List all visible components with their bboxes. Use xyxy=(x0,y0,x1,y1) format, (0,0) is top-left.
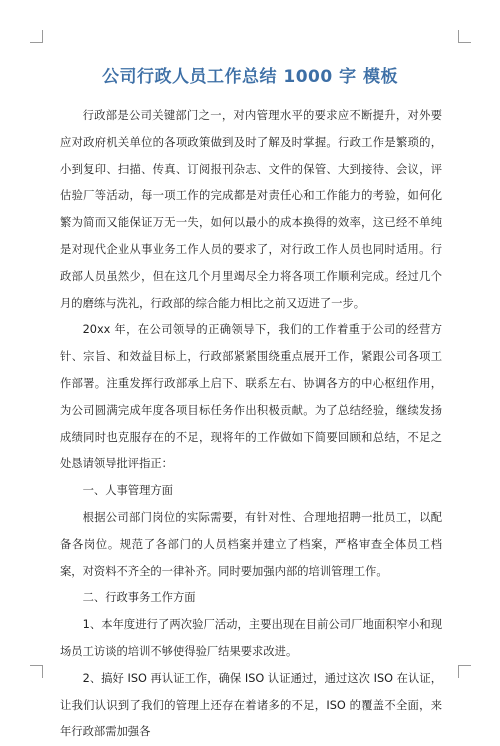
section-heading-personnel: 一、人事管理方面 xyxy=(82,484,173,498)
admin-item-2: 2、搞好 ISO 再认证工作，确保 ISO 认证通过，通过这次 ISO 在认证，让我们认识到了我们的管理上还存在着诸多的不足，ISO 的覆盖不全面，来年行政部需加强各 xyxy=(60,671,442,739)
intro-paragraph: 行政部是公司关键部门之一，对内管理水平的要求应不断提升，对外要应对政府机关单位的各项政策做到及时了解及时掌握。行政工作是繁琐的，小到复印、扫描、传真、订阅报刊杂志、文件的保管、大到接待、会议，评估验厂等活动，每一项工作的完成都是对责任心和工作能力的考验，如何化繁为简而又能保证万无一失，如何以最小的成本换得的效率，这已经不单纯是对现代企业从事业务工作人员的要求了，对行政工作人员也同时适用。行政部人员虽然少，但在这几个月里竭尽全力将各项工作顺利完成。经过几个月的磨练与洗礼，行政部的综合能力相比之前又迈进了一步。 xyxy=(60,109,442,310)
document-title: 公司行政人员工作总结 1000 字 模板 xyxy=(101,67,399,87)
crop-mark-bottom-right xyxy=(458,665,471,678)
section-heading-admin: 二、行政事务工作方面 xyxy=(82,591,196,605)
crop-mark-top-right xyxy=(458,30,471,43)
document-body xyxy=(60,103,442,746)
summary-paragraph: 20xx 年，在公司领导的正确领导下，我们的工作着重于公司的经营方针、宗旨、和效益目标上，行政部紧紧围绕重点展开工作，紧跟公司各项工作部署。注重发挥行政部承上启下、联系左右、协调各方的中心枢纽作用，为公司圆满完成年度各项目标任务作出积极贡献。为了总结经验，继续发扬成绩同时也克服存在的不足，现将年的工作做如下简要回顾和总结，不足之处恳请领导批评指正： xyxy=(60,323,442,471)
crop-mark-top-left xyxy=(30,30,43,43)
crop-mark-bottom-left xyxy=(30,665,43,678)
admin-item-1: 1、本年度进行了两次验厂活动，主要出现在目前公司厂地面积窄小和现场员工访谈的培训不够使得验厂结果要求改进。 xyxy=(60,618,442,658)
personnel-paragraph: 根据公司部门岗位的实际需要，有针对性、合理地招聘一批员工，以配备各岗位。规范了各部门的人员档案并建立了档案，严格审查全体员工档案，对资料不齐全的一律补齐。同时要加强内部的培训管理工作。 xyxy=(60,510,442,578)
